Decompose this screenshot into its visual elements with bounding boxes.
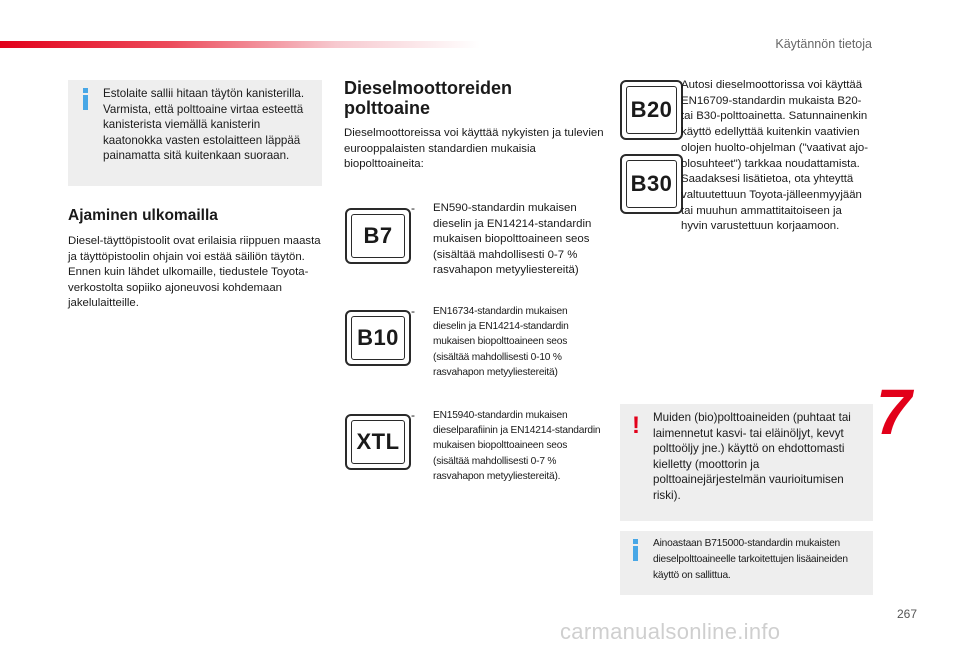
abroad-heading: Ajaminen ulkomailla (68, 207, 218, 224)
warning-box-text: Muiden (bio)polttoaineiden (puhtaat tai laimennetut kasvi- tai eläinöljyt, kevyt polttoöljy jne.) käyttö on ehdottomasti kielletty (moottorin ja polttoainejärjestelmän vaurioitumisen riski). (653, 411, 851, 502)
header-accent-bar (0, 41, 480, 48)
fuel-badge-b20: B20 (620, 80, 683, 140)
warning-icon: ! (632, 412, 640, 439)
section-title: Käytännön tietoja (775, 37, 872, 51)
list-dash: - (411, 304, 415, 318)
list-dash: - (411, 201, 415, 215)
fuel-badge-xtl: XTL (345, 414, 411, 470)
abroad-text: Diesel-täyttöpistoolit ovat erilaisia riippuen maasta ja täyttöpistoolin ohjain voi estää säiliön täytön. Ennen kuin lähdet ulkomaille, tiedustele Toyota-verkostolta sopiiko ajoneuvosi kohdemaan jakelulaitteille. (68, 235, 321, 309)
watermark: carmanualsonline.info (560, 619, 781, 644)
list-dash: - (411, 408, 415, 422)
diesel-heading: Dieselmoottoreiden polttoaine (344, 78, 513, 118)
info-icon (83, 88, 89, 110)
chapter-number: 7 (876, 376, 912, 448)
fuel-entry-xtl: EN15940-standardin mukaisen dieselparafiinin ja EN14214-standardin mukaisen biopolttoaineen seos (sisältää mahdollisesti 0-7 % rasvahapon metyyliestereitä). (433, 410, 601, 482)
info-icon (633, 539, 639, 561)
b20-b30-text: Autosi dieselmoottorissa voi käyttää EN16709-standardin mukaista B20- tai B30-polttoainetta. Satunnainenkin käyttö edellyttää kuitenkin vaativien olojen huolto-ohjelman ("vaativat ajo-olosuhteet") tarkkaa noudattamista. Saadaksesi lisätietoa, ota yhteyttä valtuutettuun Toyota-jälleenmyyjään tai muuhun ammattitaitoiseen ja hyvin varustettuun korjaamoon. (681, 79, 869, 233)
fuel-badge-b10: B10 (345, 310, 411, 366)
info-box-bottom (620, 531, 873, 595)
fuel-entry-b10: EN16734-standardin mukaisen dieselin ja EN14214-standardin mukaisen biopolttoaineen seos (sisältää mahdollisesti 0-10 % rasvahapon metyyliestereitä) (433, 306, 569, 378)
diesel-intro: Dieselmoottoreissa voi käyttää nykyisten ja tulevien eurooppalaisten standardien mukaisia biopolttoaineita: (344, 127, 604, 170)
fuel-entry-b7: EN590-standardin mukaisen dieselin ja EN14214-standardin mukaisen biopolttoaineen seos (sisältää mahdollisesti 0-7 % rasvahapon metyyliestereitä) (433, 202, 592, 276)
info-box-top-text: Estolaite sallii hitaan täytön kanisterilla. Varmista, että polttoaine virtaa esteettä kanisterista viemällä kanisterin kaatonokka vasten estolaitteen läppää painamatta sitä kuitenkaan suoraan. (103, 87, 305, 162)
info-box-bottom-text: Ainoastaan B715000-standardin mukaisten dieselpolttoaineelle tarkoitettujen lisäaineiden käyttö on sallittua. (653, 538, 848, 581)
info-box-top (68, 80, 322, 186)
fuel-badge-b7: B7 (345, 208, 411, 264)
fuel-badge-b30: B30 (620, 154, 683, 214)
warning-box (620, 404, 873, 521)
page-number: 267 (897, 607, 918, 621)
